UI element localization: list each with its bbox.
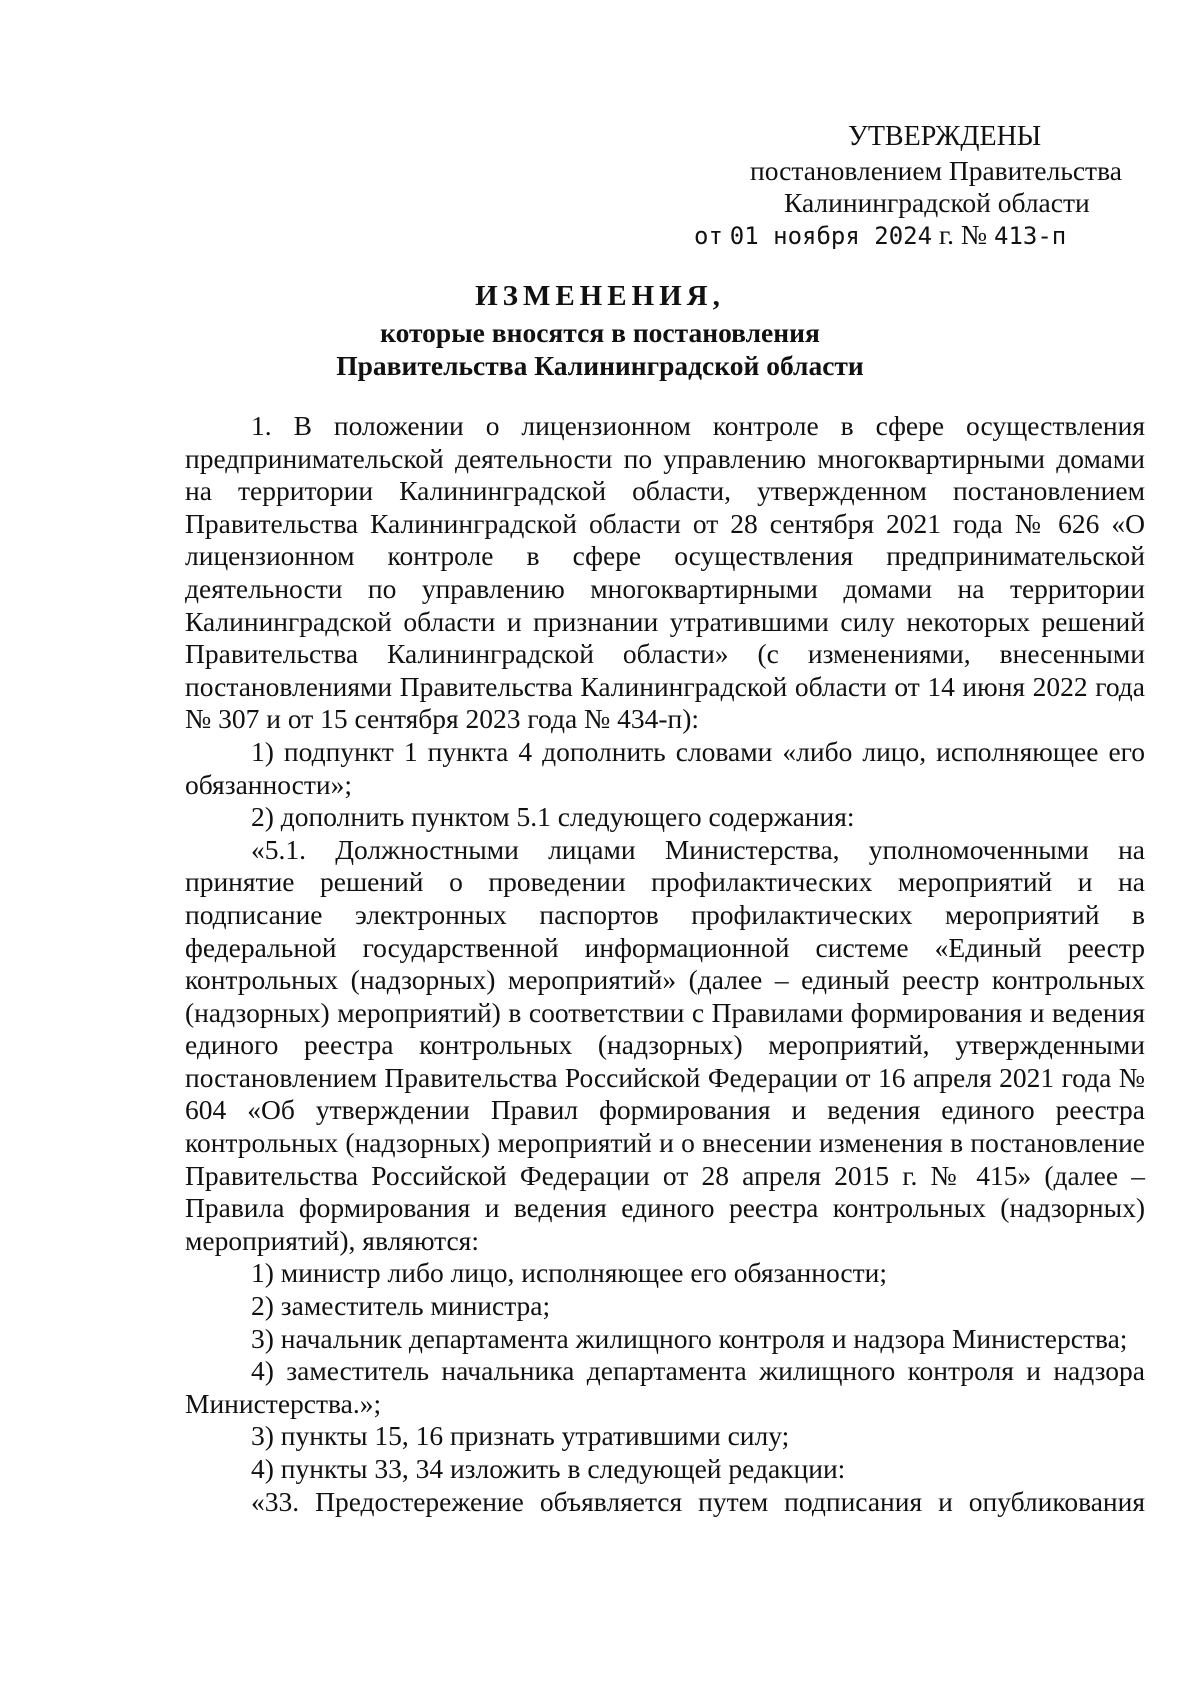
paragraph: 3) начальник департамента жилищного контроля и надзора Министерства; [251,1322,1128,1354]
approval-date-prefix: от [694,222,723,250]
paragraph: 3) пункты 15, 16 признать утратившими силу; [251,1420,790,1452]
approval-number-label: г. № [938,219,988,250]
approval-date: 01 ноября 2024 [729,222,933,250]
paragraph: 4) пункты 33, 34 изложить в следующей редакции: [251,1453,846,1484]
paragraph: 2) заместитель министра; [251,1290,551,1322]
paragraph: 4) заместитель начальника департамента жилищного контроля и надзора Министерства.»; [185,1355,1145,1419]
paragraph: 1) министр либо лицо, исполняющее его обязанности; [251,1257,888,1289]
document-subtitle-1: которые вносятся в постановления [380,317,820,348]
paragraph: 1) подпункт 1 пункта 4 дополнить словами «либо лицо, исполняющее его обязанности»; [185,735,1145,800]
approval-line-date [694,218,1066,253]
approval-number: 413-п [994,222,1067,250]
approval-title: УТВЕРЖДЕНЫ [848,121,1042,152]
paragraph: 2) дополнить пунктом 5.1 следующего содержания: [251,801,855,833]
document-subtitle-2: Правительства Калининградской области [336,350,864,381]
paragraph: 1. В положении о лицензионном контроле в сфере осуществления предпринимательской деятельности по управлению многоквартирными домами на территории Калининградской области, утвержденном постановлением Правительства Калининградской области от 28 сентября 2021 года № 626 «О лицензионном контроле в сфере осуществления предпринимательской деятельности по управлению многоквартирными домами на территории Калининградской области и признании утратившими силу некоторых решений Правительства Калининградской области» (с изменениями, внесенными постановлениями Правительства Калининградской области от 14 июня 2022 года № 307 и от 15 сентября 2023 года № 434-п): [185,410,1145,735]
approval-line-decree: постановлением Правительства [750,155,1122,186]
paragraph: «33. Предостережение объявляется путем подписания и опубликования [251,1485,1145,1517]
approval-line-region: Калининградской области [784,187,1090,218]
document-title: ИЗМЕНЕНИЯ, [475,280,725,312]
document-heading [0,276,1200,382]
paragraph: «5.1. Должностными лицами Министерства, уполномоченными на принятие решений о проведении профилактических мероприятий и на подписание электронных паспортов профилактических мероприятий в федеральной государственной информационной системе «Единый реестр контрольных (надзорных) мероприятий» (далее – единый реестр контрольных (надзорных) мероприятий) в соответствии с Правилами формирования и ведения единого реестра контрольных (надзорных) мероприятий, утвержденными постановлением Правительства Российской Федерации от 16 апреля 2021 года № 604 «Об утверждении Правил формирования и ведения единого реестра контрольных (надзорных) мероприятий и о внесении изменения в постановление Правительства Российской Федерации от 28 апреля 2015 г. № 415» (далее – Правила формирования и ведения единого реестра контрольных (надзорных) мероприятий), являются: [185,833,1145,1256]
document-body [185,410,1145,1518]
